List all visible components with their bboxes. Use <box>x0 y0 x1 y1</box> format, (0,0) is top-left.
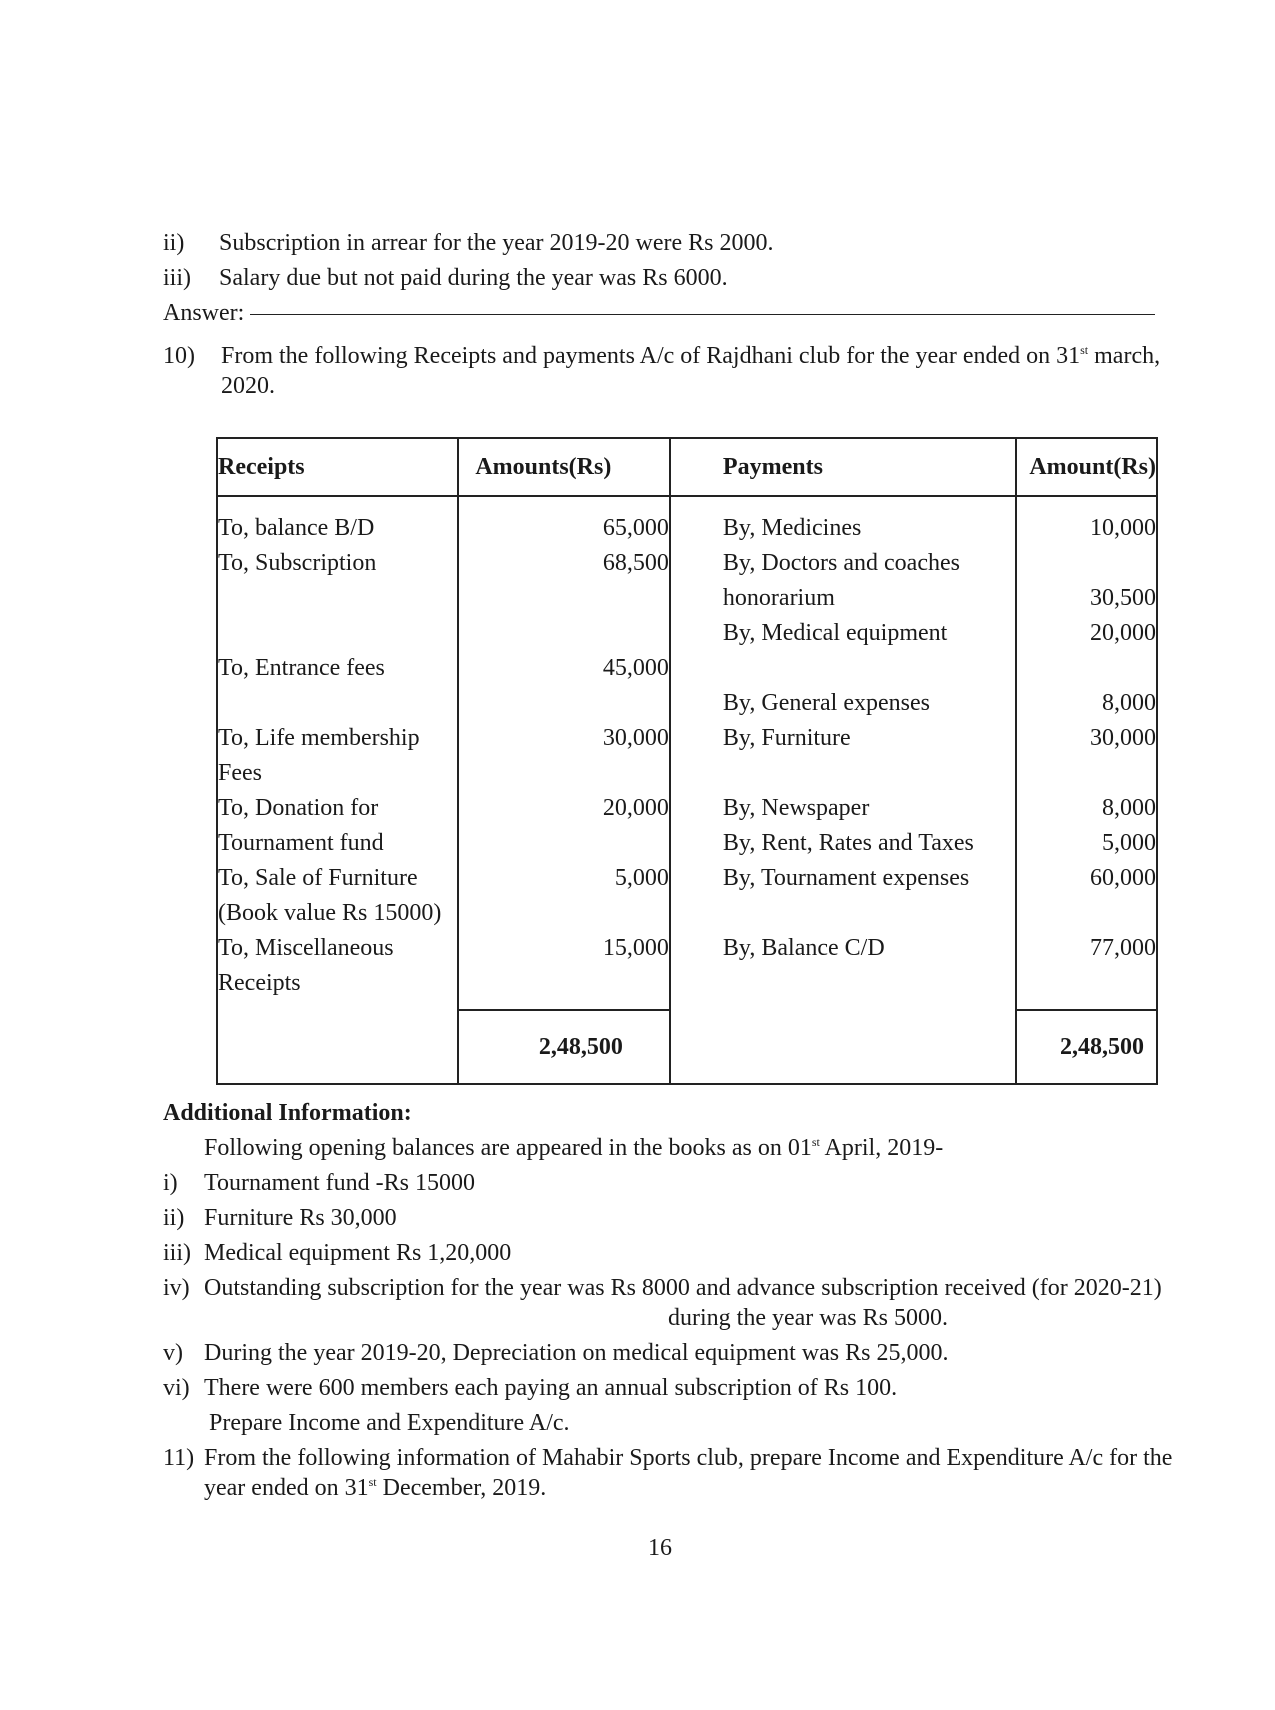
receipt-amount <box>459 756 669 791</box>
intro-text-end: April, 2019- <box>819 1135 944 1161</box>
receipt-item: Receipts <box>218 970 301 996</box>
receipt-item: Fees <box>218 760 262 786</box>
receipt-item: To, Entrance fees <box>218 655 385 681</box>
payment-amount: 30,000 <box>1090 725 1156 751</box>
payment-item: By, Rent, Rates and Taxes <box>722 830 974 856</box>
list-number: ii) <box>163 230 185 256</box>
receipt-amount <box>459 686 669 721</box>
question-text: year ended on 31 <box>204 1475 369 1501</box>
receipt-item: Tournament fund <box>218 830 384 856</box>
payment-item: By, Balance C/D <box>722 935 885 961</box>
receipt-item <box>218 616 457 651</box>
list-text: Medical equipment Rs 1,20,000 <box>204 1240 512 1266</box>
list-number: iii) <box>163 1240 191 1266</box>
receipts-payments-table <box>216 437 1158 1085</box>
receipt-item: To, Miscellaneous <box>218 935 394 961</box>
question-text-end: December, 2019. <box>376 1475 547 1501</box>
receipt-item <box>218 581 457 616</box>
payments-column <box>670 496 1016 1010</box>
superscript: st <box>368 1475 377 1489</box>
payment-item: By, Tournament expenses <box>722 865 970 891</box>
additional-heading: Additional Information: <box>163 1100 412 1126</box>
question-10-cont: 2020. <box>221 373 275 399</box>
intro-text: Following opening balances are appeared in the books as on 01 <box>204 1135 812 1161</box>
receipt-amount: 30,000 <box>602 725 669 751</box>
answer-label: Answer: <box>163 300 245 326</box>
receipt-item: (Book value Rs 15000) <box>218 900 442 926</box>
payment-amount: 60,000 <box>1090 865 1156 891</box>
payment-amount: 8,000 <box>1102 795 1156 821</box>
receipts-column <box>217 496 458 1010</box>
payment-item <box>723 896 1015 931</box>
table-body-row <box>217 496 1157 1010</box>
page-number: 16 <box>648 1535 672 1561</box>
payment-amount: 20,000 <box>1090 620 1156 646</box>
payment-item: By, Doctors and coaches <box>722 550 960 576</box>
additional-intro <box>204 1135 943 1162</box>
list-text: Outstanding subscription for the year was Rs 8000 and advance subscription received (for 2020-21) <box>204 1275 1162 1301</box>
list-item <box>163 1275 1162 1302</box>
payment-amount: 30,500 <box>1090 585 1156 611</box>
receipt-item: To, Sale of Furniture <box>218 865 418 891</box>
question-number: 10) <box>163 343 195 369</box>
header-receipts: Receipts <box>217 438 458 496</box>
receipt-item: To, Life membership <box>218 725 420 751</box>
payment-item <box>723 651 1015 686</box>
receipt-amount: 65,000 <box>602 515 669 541</box>
list-number: iv) <box>163 1275 190 1301</box>
list-item <box>163 1375 897 1402</box>
list-number: iii) <box>163 265 191 291</box>
receipt-amount: 15,000 <box>602 935 669 961</box>
superscript: st <box>1080 343 1089 357</box>
question-text-end: march, <box>1088 343 1161 369</box>
list-number: ii) <box>163 1205 185 1231</box>
payment-amounts-column <box>1016 496 1157 1010</box>
list-item <box>163 1240 511 1267</box>
payment-item <box>723 756 1015 791</box>
receipt-amount: 45,000 <box>602 655 669 681</box>
receipt-amount: 20,000 <box>602 795 669 821</box>
receipt-amount <box>459 896 669 931</box>
receipt-amount <box>459 581 669 616</box>
answer-line <box>250 314 1155 315</box>
receipt-item: To, balance B/D <box>218 515 375 541</box>
question-10 <box>163 343 1160 370</box>
payment-item: By, Medical equipment <box>722 620 948 646</box>
list-item <box>163 265 728 292</box>
prepare-instruction: Prepare Income and Expenditure A/c. <box>209 1410 570 1436</box>
list-item <box>163 230 774 257</box>
list-item-cont: during the year was Rs 5000. <box>668 1305 948 1331</box>
payment-item: By, General expenses <box>722 690 930 716</box>
payment-amount: 77,000 <box>1090 935 1156 961</box>
payment-item <box>723 966 1015 1001</box>
receipt-amount <box>459 966 669 1001</box>
payment-amount <box>1017 896 1156 931</box>
list-item <box>163 1170 475 1197</box>
list-number: v) <box>163 1340 183 1366</box>
total-receipts: 2,48,500 <box>458 1010 670 1084</box>
receipt-amounts-column <box>458 496 670 1010</box>
payment-amount: 10,000 <box>1090 515 1156 541</box>
list-number: vi) <box>163 1375 190 1401</box>
total-empty-cell <box>217 1010 458 1084</box>
list-item <box>163 1205 397 1232</box>
header-amount: Amount(Rs) <box>1016 438 1157 496</box>
list-text: During the year 2019-20, Depreciation on medical equipment was Rs 25,000. <box>204 1340 949 1366</box>
total-payments: 2,48,500 <box>1016 1010 1157 1084</box>
superscript: st <box>811 1135 820 1149</box>
question-11 <box>163 1445 1172 1472</box>
receipt-item: To, Donation for <box>218 795 379 821</box>
payment-item: By, Newspaper <box>722 795 870 821</box>
payment-item: By, Furniture <box>722 725 851 751</box>
payment-item: honorarium <box>722 585 835 611</box>
receipt-item: To, Subscription <box>218 550 377 576</box>
payment-amount: 5,000 <box>1102 830 1156 856</box>
question-text: From the following Receipts and payments A/c of Rajdhani club for the year ended on 31 <box>221 343 1081 369</box>
receipt-amount <box>459 826 669 861</box>
table-total-row <box>217 1010 1157 1084</box>
header-payments: Payments <box>670 438 1016 496</box>
question-number: 11) <box>163 1445 195 1471</box>
list-text: Salary due but not paid during the year was Rs 6000. <box>219 265 728 291</box>
total-empty-cell <box>670 1010 1016 1084</box>
payment-item: By, Medicines <box>722 515 862 541</box>
list-item <box>163 1340 948 1367</box>
payment-amount <box>1017 756 1156 791</box>
receipt-item <box>218 686 457 721</box>
list-text: There were 600 members each paying an annual subscription of Rs 100. <box>204 1375 898 1401</box>
payment-amount <box>1017 651 1156 686</box>
receipt-amount: 5,000 <box>614 865 669 891</box>
payment-amount: 8,000 <box>1102 690 1156 716</box>
question-text: From the following information of Mahabir Sports club, prepare Income and Expenditure A/c for the <box>204 1445 1173 1471</box>
header-amounts: Amounts(Rs) <box>458 438 670 496</box>
list-text: Subscription in arrear for the year 2019-20 were Rs 2000. <box>219 230 774 256</box>
payment-amount <box>1017 966 1156 1001</box>
list-text: Tournament fund -Rs 15000 <box>204 1170 475 1196</box>
list-number: i) <box>163 1170 178 1196</box>
question-11-cont <box>204 1475 546 1502</box>
payment-amount <box>1017 546 1156 581</box>
receipt-amount: 68,500 <box>602 550 669 576</box>
receipt-amount <box>459 616 669 651</box>
list-text: Furniture Rs 30,000 <box>204 1205 397 1231</box>
table-header-row <box>217 438 1157 496</box>
